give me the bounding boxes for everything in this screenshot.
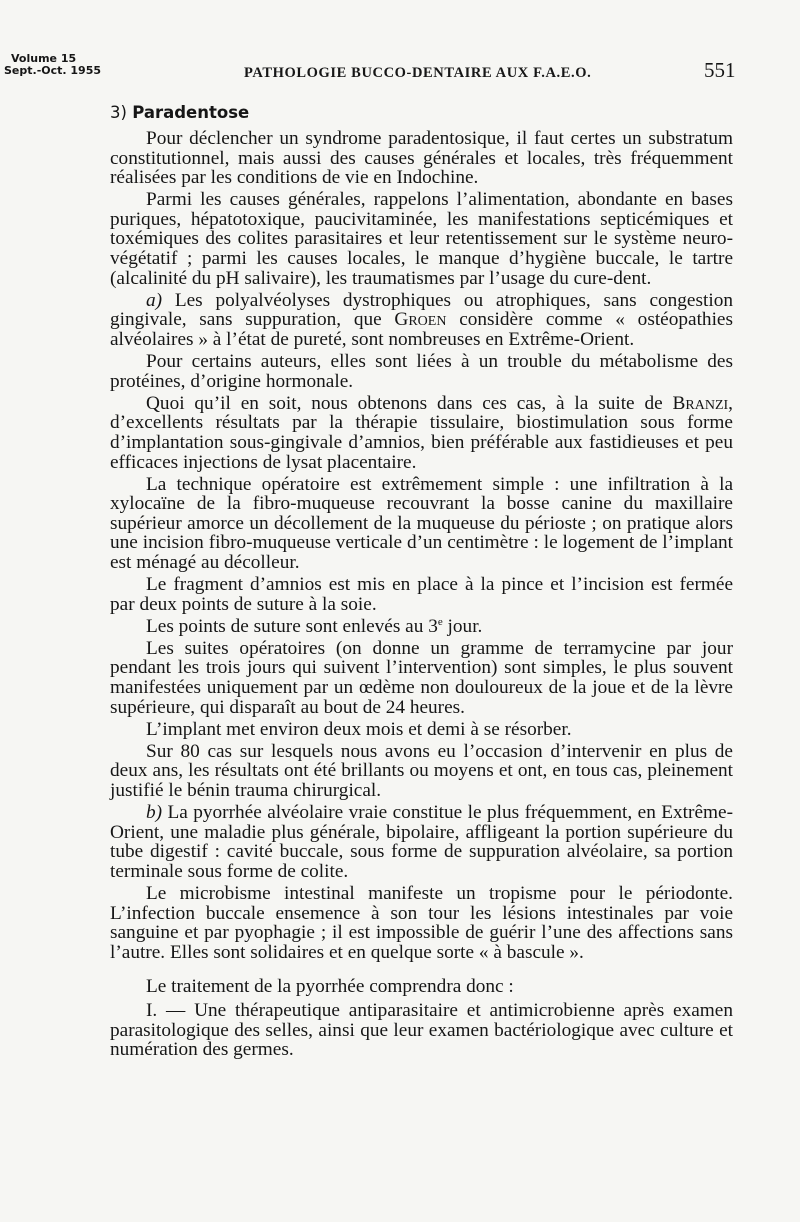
paragraph: Les suites opératoires (on donne un gramme de terramycine par jour pendant les trois jours qui suivent l’intervention) sont simples, le plus souvent manifestées uniquement par un œdème non douloureux de la joue et de la lèvre supérieure, qui disparaît au bout de 24 heures.: [110, 637, 733, 718]
paragraph: Parmi les causes générales, rappelons l’alimentation, abondante en bases puriques, hépatotoxique, paucivitaminée, les manifestations septicémiques et toxémiques des colites parasitaires et leur retentissement sur le système neuro-végétatif ; parmi les causes locales, le manque d’hygiène buccale, le tartre (alcalinité du pH salivaire), les traumatismes par l’usage du cure-dent.: [110, 189, 733, 289]
author-name: Groen: [394, 309, 447, 331]
paragraph: [110, 291, 733, 350]
section-title: Paradentose: [132, 103, 250, 122]
paragraph: [110, 803, 733, 881]
section-heading: [110, 103, 249, 122]
section-number: 3): [110, 103, 127, 122]
paragraph: Le fragment d’amnios est mis en place à la pince et l’incision est fermée par deux points de suture à la soie.: [110, 574, 733, 615]
page-number: 551: [704, 58, 736, 82]
list-label: a): [146, 289, 163, 311]
author-name: Branzi: [672, 392, 729, 414]
paragraph: I. — Une thérapeutique antiparasitaire et antimicrobienne après examen parasitologique des selles, ainsi que leur examen bactériologique avec culture et numération des germes.: [110, 999, 733, 1061]
paragraph: Le traitement de la pyorrhée comprendra donc :: [146, 976, 514, 998]
paragraph-text: Les points de suture sont enlevés au 3: [146, 615, 438, 637]
paragraph: [110, 617, 733, 637]
paragraph-text: La pyorrhée alvéolaire vraie constitue le plus fréquemment, en Extrême-Orient, une maladie plus générale, bipolaire, affligeant la portion supérieure du tube digestif : cavité buccale, sous forme de suppuration alvéolaire, sa portion terminale sous forme de colite.: [110, 802, 733, 882]
paragraph-text: Quoi qu’il en soit, nous obtenons dans ces cas, à la suite de: [146, 392, 673, 414]
running-title: PATHOLOGIE BUCCO-DENTAIRE AUX F.A.E.O.: [244, 65, 592, 81]
volume-label: Volume 15: [11, 52, 77, 65]
paragraph: Sur 80 cas sur lesquels nous avons eu l’occasion d’intervenir en plus de deux ans, les résultats ont été brillants ou moyens et ont, en tous cas, pleinement justifié le bénin trauma chirurgical.: [110, 740, 733, 801]
paragraph-text: considère comme « ostéopathies alvéolaires » à l’état de pureté, sont nombreuses en Extrême-Orient.: [110, 309, 733, 350]
paragraph: Pour déclencher un syndrome paradentosique, il faut certes un substratum constitutionnel, mais aussi des causes générales et locales, très fréquemment réalisées par les conditions de vie en Indochine.: [110, 128, 733, 189]
superscript: e: [437, 615, 443, 628]
list-label: b): [146, 802, 163, 824]
paragraph-text: Les polyalvéolyses dystrophiques ou atrophiques, sans congestion gingivale, sans suppuration, que: [110, 289, 733, 331]
paragraph-text: jour.: [442, 615, 483, 637]
paragraph: L’implant met environ deux mois et demi à se résorber.: [146, 718, 572, 740]
paragraph: La technique opératoire est extrêmement simple : une infiltration à la xylocaïne de la fibro-muqueuse recouvrant la bosse canine du maxillaire supérieur amorce un décollement de la muqueuse du périoste ; on pratique alors une incision fibro-muqueuse verticale d’un centimètre : le logement de l’implant est ménagé au décolleur.: [110, 473, 733, 573]
paragraph: Pour certains auteurs, elles sont liées à un trouble du métabolisme des protéines, d’origine hormonale.: [110, 351, 733, 392]
paragraph: Le microbisme intestinal manifeste un tropisme pour le périodonte. L’infection buccale ensemence à son tour les lésions intestinales par voie sanguine et par pyophagie ; il est impossible de guérir l’une des affections sans l’autre. Elles sont solidaires et en quelque sorte « à bascule ».: [110, 882, 733, 963]
paragraph-text: , d’excellents résultats par la thérapie tissulaire, biostimulation sous forme d’implantation sous-gingivale d’amnios, bien préférable aux fastidieuses et peu efficaces injections de lysat placentaire.: [110, 392, 733, 473]
body-text: [110, 129, 733, 1062]
issue-date: Sept.-Oct. 1955: [4, 64, 102, 77]
page-header: [0, 50, 800, 90]
paragraph: [110, 394, 733, 472]
